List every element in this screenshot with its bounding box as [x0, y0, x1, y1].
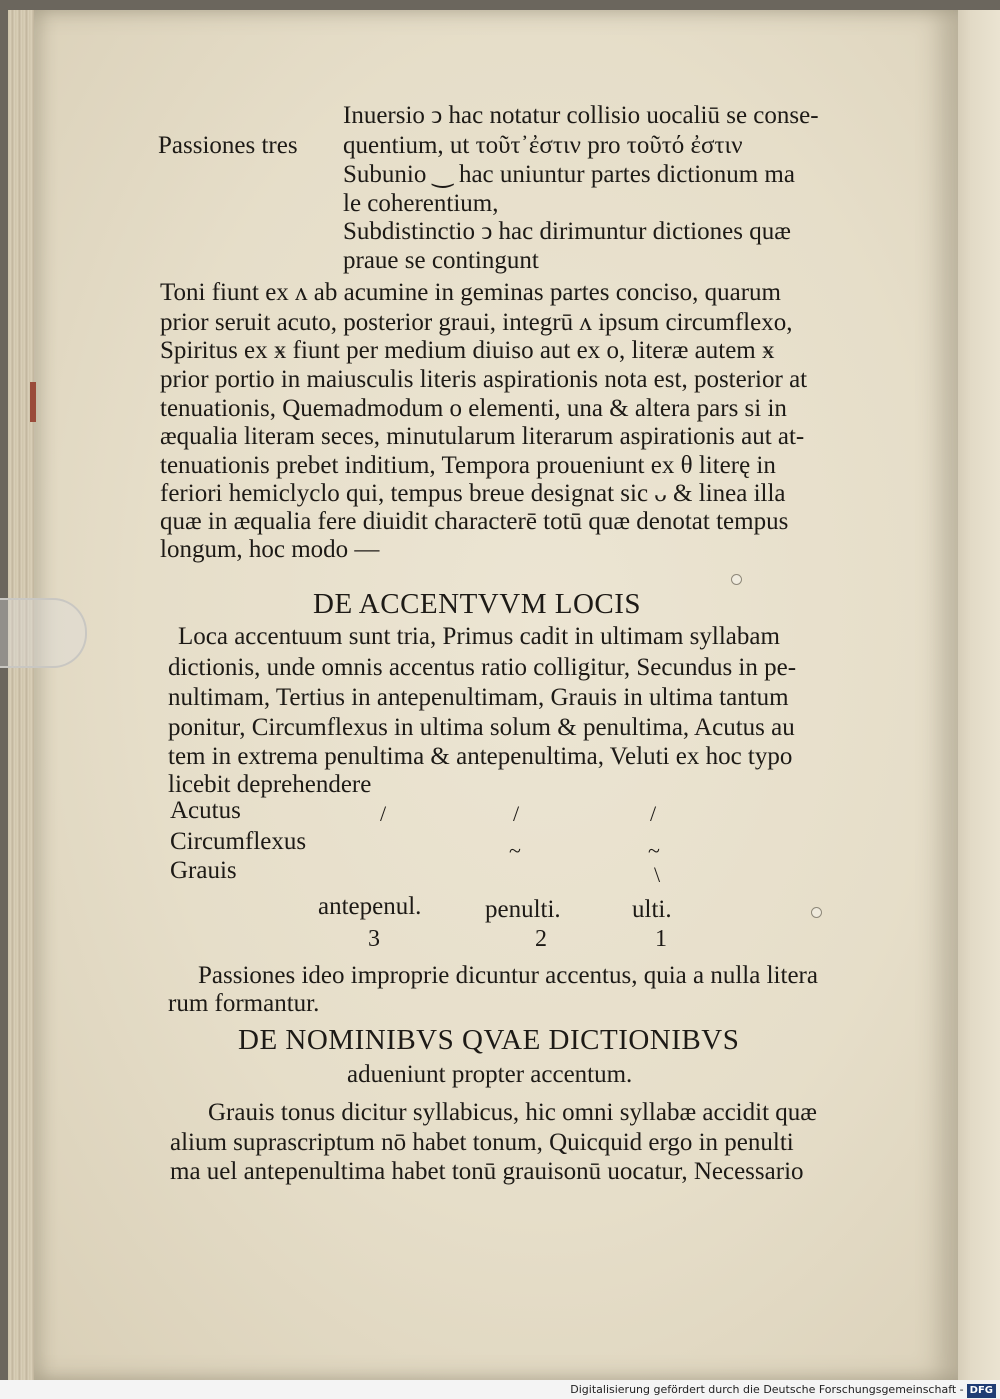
accent-column-number: 3: [368, 926, 380, 952]
accent-column-number: 2: [535, 926, 547, 952]
text-line: æqualia literam seces, minutularum literarum aspirationis aut at‑: [160, 423, 805, 450]
text-line: tenuationis prebet inditium, Tempora proueniunt ex θ literę in: [160, 452, 776, 479]
text-line: ma uel antepenultima habet tonū grauisonū uocatur, Necessario: [170, 1158, 804, 1185]
accent-column-label: antepenul.: [318, 893, 422, 920]
acute-mark-ult: /: [650, 801, 657, 826]
digitization-footer: [0, 1380, 1000, 1399]
text-line: quentium, ut τοῦτ᾿ἐστιν pro τοῦτό ἐστιν: [343, 132, 743, 159]
footer-credit: Digitalisierung gefördert durch die Deutsche Forschungsgemeinschaft -: [570, 1383, 964, 1396]
section-subheading: adueniunt propter accentum.: [347, 1061, 633, 1088]
dfg-logo: DFG: [967, 1384, 996, 1398]
acute-mark-antepenult: /: [380, 801, 387, 826]
text-line: Subdistinctio ͻ hac dirimuntur dictiones quæ: [343, 218, 791, 245]
text-line: praue se contingunt: [343, 247, 539, 274]
section-heading: DE ACCENTVVM LOCIS: [313, 588, 642, 620]
paper-spot: [731, 574, 742, 585]
text-line: quæ in æqualia fere diuidit characterē totū quæ denotat tempus: [160, 508, 789, 535]
text-line: Toni fiunt ex ʌ ab acumine in geminas partes conciso, quarum: [160, 279, 781, 306]
side-label: Passiones tres: [158, 132, 298, 159]
text-line: Spiritus ex ӿ fiunt per medium diuiso aut ex o, literæ autem ӿ: [160, 337, 775, 364]
accent-column-label: ulti.: [632, 896, 672, 923]
text-line: alium suprascriptum nō habet tonum, Quicquid ergo in penulti: [170, 1129, 794, 1156]
section-heading: DE NOMINIBVS QVAE DICTIONIBVS: [238, 1024, 740, 1056]
text-line: licebit deprehendere: [168, 771, 372, 798]
clip-bookmark: [0, 598, 87, 668]
grave-mark-ult: \: [654, 862, 661, 887]
text-line: rum formantur.: [168, 990, 320, 1017]
text-line: le coherentium,: [343, 190, 499, 217]
text-line: prior portio in maiusculis literis aspirationis nota est, posterior at: [160, 366, 808, 393]
accent-column-number: 1: [655, 926, 667, 952]
accent-row-label: Acutus: [170, 797, 241, 824]
paper-spot: [811, 907, 822, 918]
text-line: tenuationis, Quemadmodum o elementi, una & altera pars si in: [160, 395, 787, 422]
text-line: dictionis, unde omnis accentus ratio colligitur, Secundus in pe‑: [168, 654, 797, 681]
text-line: tem in extrema penultima & antepenultima, Veluti ex hoc typo: [168, 743, 793, 770]
circumflex-mark-ult: ~: [648, 838, 660, 863]
text-line: feriori hemiclyclo qui, tempus breue designat sic ᴗ & linea illa: [160, 480, 786, 507]
text-line: ponitur, Circumflexus in ultima solum & penultima, Acutus au: [168, 714, 795, 741]
text-line: longum, hoc modo —: [160, 536, 380, 563]
text-line: Passiones ideo improprie dicuntur accentus, quia a nulla litera: [198, 962, 818, 989]
text-line: Loca accentuum sunt tria, Primus cadit in ultimam syllabam: [178, 623, 780, 650]
text-line: Inuersio ͻ hac notatur collisio uocaliū se conse‑: [343, 102, 819, 129]
acute-mark-penult: /: [513, 801, 520, 826]
text-line: nultimam, Tertius in antepenultimam, Grauis in ultima tantum: [168, 684, 789, 711]
circumflex-mark-penult: ~: [509, 838, 521, 863]
accent-row-label: Grauis: [170, 857, 237, 884]
text-line: Subunio ‿ hac uniuntur partes dictionum ma: [343, 161, 795, 188]
accent-row-label: Circumflexus: [170, 828, 307, 855]
red-marker: [30, 382, 36, 422]
text-line: Grauis tonus dicitur syllabicus, hic omni syllabæ accidit quæ: [208, 1099, 817, 1126]
text-line: prior seruit acuto, posterior graui, integrū ʌ ipsum circumflexo,: [160, 309, 793, 336]
accent-column-label: penulti.: [485, 896, 561, 923]
